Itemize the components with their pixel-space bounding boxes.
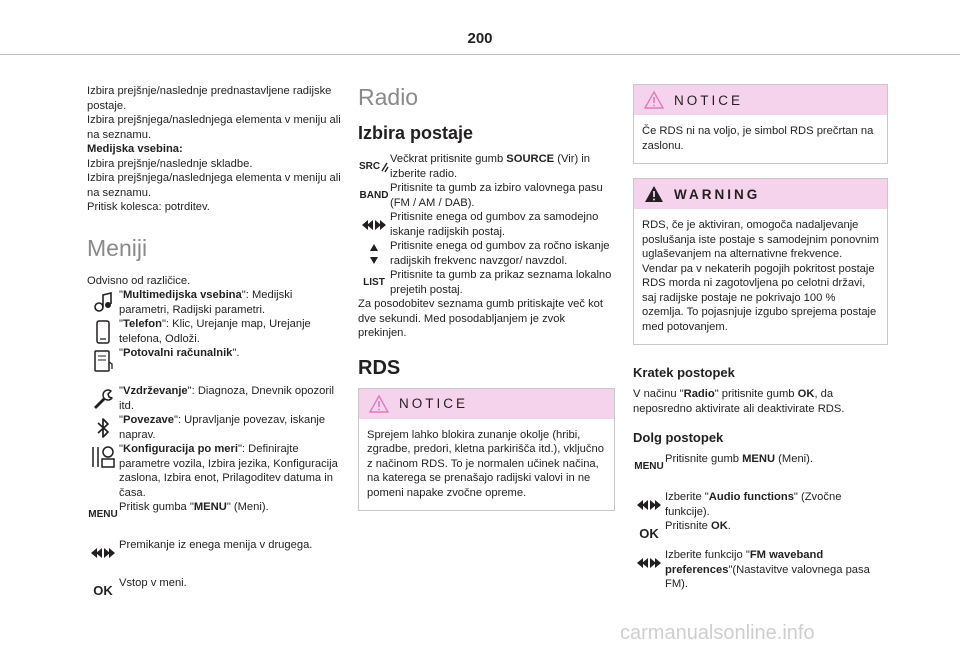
menu-item-settings: "Konfiguracija po meri": Definirajte parametre vozila, Izbira jezika, Konfiguracija zaslona, Izbira enot, Prilagoditev datuma in časa. [87,442,342,500]
seek-arrows-icon [87,538,119,567]
warning-bar [634,179,887,209]
station-select-heading: Izbira postaje [358,123,474,143]
step-list: LIST Pritisnite ta gumb za prikaz seznama lokalno prejetih postaj. [358,268,615,297]
menu-item-maintenance: "Vzdrževanje": Diagnoza, Dnevnik opozoril itd. [87,384,342,413]
notice-box-1 [358,388,615,512]
notice-bar [634,85,887,115]
wrench-icon [87,384,119,413]
source-icon: SRC [358,152,390,181]
page-number: 200 [467,30,493,47]
short-procedure-text: V načinu "Radio" pritisnite gumb OK, da neposredno aktivirate ali deaktivirate RDS. [633,388,845,415]
menu-item-trip-computer: "Potovalni računalnik". [87,346,342,375]
notice-icon [369,395,389,413]
intro-line-2: Izbira prejšnjega/naslednjega elementa v meniju ali na seznamu. [87,114,341,141]
menu-item-multimedia: "Multimedijska vsebina": Medijski parametri, Radijski parametri. [87,288,342,317]
watermark: carmanualsonline.info [620,622,815,644]
multimedia-icon [87,288,119,317]
media-line-3: Pritisk kolesca: potrditev. [87,201,210,213]
notice-body: Če RDS ni na voljo, je simbol RDS prečrtan na zaslonu. [642,125,874,152]
rds-heading: RDS [358,356,401,379]
menu-button-row: MENU Pritisk gumba "MENU" (Meni). [87,500,342,529]
media-label: Medijska vsebina: [87,143,183,155]
column-2 [358,84,615,517]
menus-heading: Meniji [87,234,148,261]
warning-icon [644,185,664,203]
list-note: Za posodobitev seznama gumb pritiskajte več kot dve sekundi. Med posodabljanjem je zvok prekinjen. [358,298,604,339]
ok-button-icon: OK [639,526,659,541]
ok-button-icon: OK [93,583,113,598]
radio-heading: Radio [358,84,419,110]
long-procedure-heading: Dolg postopek [633,430,724,445]
notice-icon [644,91,664,109]
bluetooth-icon [87,413,119,442]
band-icon: BAND [359,190,389,201]
step-seek: Pritisnite enega od gumbov za samodejno iskanje radijskih postaj. [358,210,615,239]
seek-arrows-icon [633,490,665,519]
seek-arrows-icon [633,548,665,577]
menu-button-icon: MENU [88,509,118,520]
list-icon: LIST [363,277,385,288]
media-line-2: Izbira prejšnjega/naslednjega elementa v meniju ali na seznamu. [87,172,341,199]
menu-button-icon: MENU [634,461,664,472]
column-3 [633,84,888,592]
header-divider [0,54,960,55]
step-band: BAND Pritisnite ta gumb za izbiro valovnega pasu (FM / AM / DAB). [359,182,603,209]
long-step-ok: OK Pritisnite OK. [633,519,888,548]
notice-title: NOTICE [674,92,744,108]
notice-bar [359,389,614,419]
step-manual: Pritisnite enega od gumbov za ročno iskanje radijskih frekvenc navzgor/ navzdol. [358,239,615,268]
step-source: SRC Večkrat pritisnite gumb SOURCE (Vir) in izberite radio. [358,153,591,180]
intro-line-1: Izbira prejšnje/naslednje prednastavljene radijske postaje. [87,85,332,112]
long-step-menu: MENU Pritisnite gumb MENU (Meni). [633,452,888,481]
settings-icon [87,442,119,471]
warning-title: WARNING [674,186,761,202]
menu-item-connections: "Povezave": Upravljanje povezav, iskanje naprav. [87,413,342,442]
notice-box-2 [633,84,888,164]
seek-arrows-icon [358,210,390,239]
media-line-1: Izbira prejšnje/naslednje skladbe. [87,157,253,170]
ok-button-row: OK Vstop v meni. [87,576,342,605]
warning-box [633,178,888,345]
phone-icon [87,317,119,346]
long-step-audio: Izberite "Audio functions" (Zvočne funkcije). [633,490,888,519]
notice-body: Sprejem lahko blokira zunanje okolje (hribi, zgradbe, predori, kletna parkirišča itd.), vključno z načinom RDS. To je normalen učinek načina, na katerega se prenašajo radijski valovi in ne pomeni napake zvočne opreme. [367,428,604,499]
depends-text: Odvisno od različice. [87,274,191,287]
trip-computer-icon [87,346,119,375]
arrows-row: Premikanje iz enega menija v drugega. [87,538,342,567]
short-procedure-heading: Kratek postopek [633,365,735,380]
long-step-fm: Izberite funkcijo "FM waveband preferences"(Nastavitve valovnega pasa FM). [633,548,888,592]
column-1 [87,84,342,605]
warning-body: RDS, če je aktiviran, omogoča nadaljevanje poslušanja iste postaje s samodejnim ponovnim uglaševanjem na alternativne frekvence. Vendar pa v nekaterih pogojih pokritost postaje RDS morda ni zagotovljena po celotni državi, saj radijske postaje ne pokrivajo 100 % ozemlja. To pojasnjuje izgubo sprejema postaje med potovanjem. [642,219,879,333]
notice-title: NOTICE [399,396,469,411]
up-down-arrows-icon [358,239,390,268]
menu-item-phone: "Telefon": Klic, Urejanje map, Urejanje telefona, Odloži. [87,317,342,346]
